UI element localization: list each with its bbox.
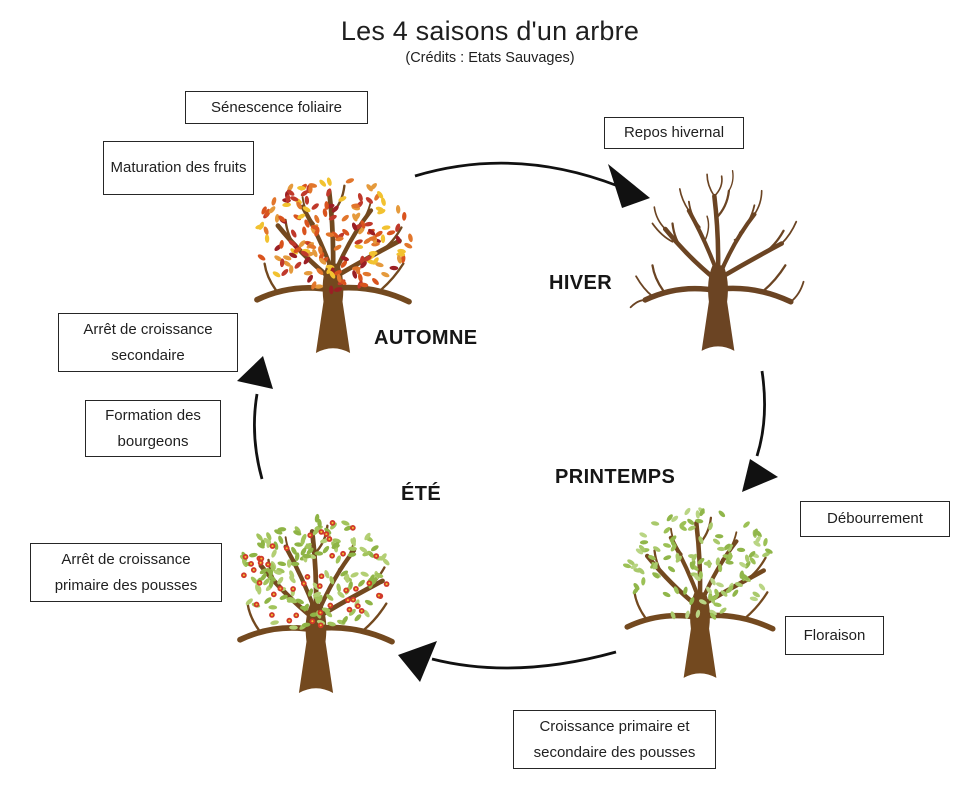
label-box-senescence-foliaire bbox=[185, 91, 368, 124]
spring-tree-illustration bbox=[609, 489, 791, 683]
season-label-automne: AUTOMNE bbox=[374, 327, 478, 349]
label-text: Arrêt de croissance primaire des pousses bbox=[54, 550, 198, 594]
label-text: Maturation des fruits bbox=[110, 159, 247, 176]
label-box-croissance-pousses bbox=[513, 710, 716, 769]
label-text: Arrêt de croissance secondaire bbox=[83, 320, 213, 364]
label-box-arret-croissance-primaire bbox=[30, 543, 222, 602]
label-text: Sénescence foliaire bbox=[211, 98, 342, 116]
credits-subtitle: (Crédits : Etats Sauvages) bbox=[405, 50, 575, 66]
summer-tree-illustration bbox=[221, 497, 411, 697]
label-text: Repos hivernal bbox=[623, 124, 725, 141]
label-text: Croissance primaire et secondaire des pousses bbox=[533, 717, 696, 761]
season-label-printemps: PRINTEMPS bbox=[555, 466, 676, 488]
header bbox=[0, 16, 980, 66]
season-label-ete: ÉTÉ bbox=[401, 483, 442, 505]
label-box-arret-croissance-secondaire bbox=[58, 313, 238, 372]
label-box-repos-hivernal bbox=[604, 117, 744, 149]
label-box-floraison bbox=[785, 616, 884, 655]
label-box-formation-bourgeons bbox=[85, 400, 221, 457]
label-box-debourrement bbox=[800, 501, 950, 537]
label-text: Formation des bourgeons bbox=[105, 406, 201, 450]
page-title: Les 4 saisons d'un arbre bbox=[340, 16, 640, 46]
winter-tree-illustration bbox=[627, 162, 809, 356]
label-text: Débourrement bbox=[827, 510, 923, 527]
season-label-hiver: HIVER bbox=[549, 272, 613, 294]
label-box-maturation-fruits bbox=[103, 141, 254, 195]
label-text: Floraison bbox=[803, 626, 866, 644]
